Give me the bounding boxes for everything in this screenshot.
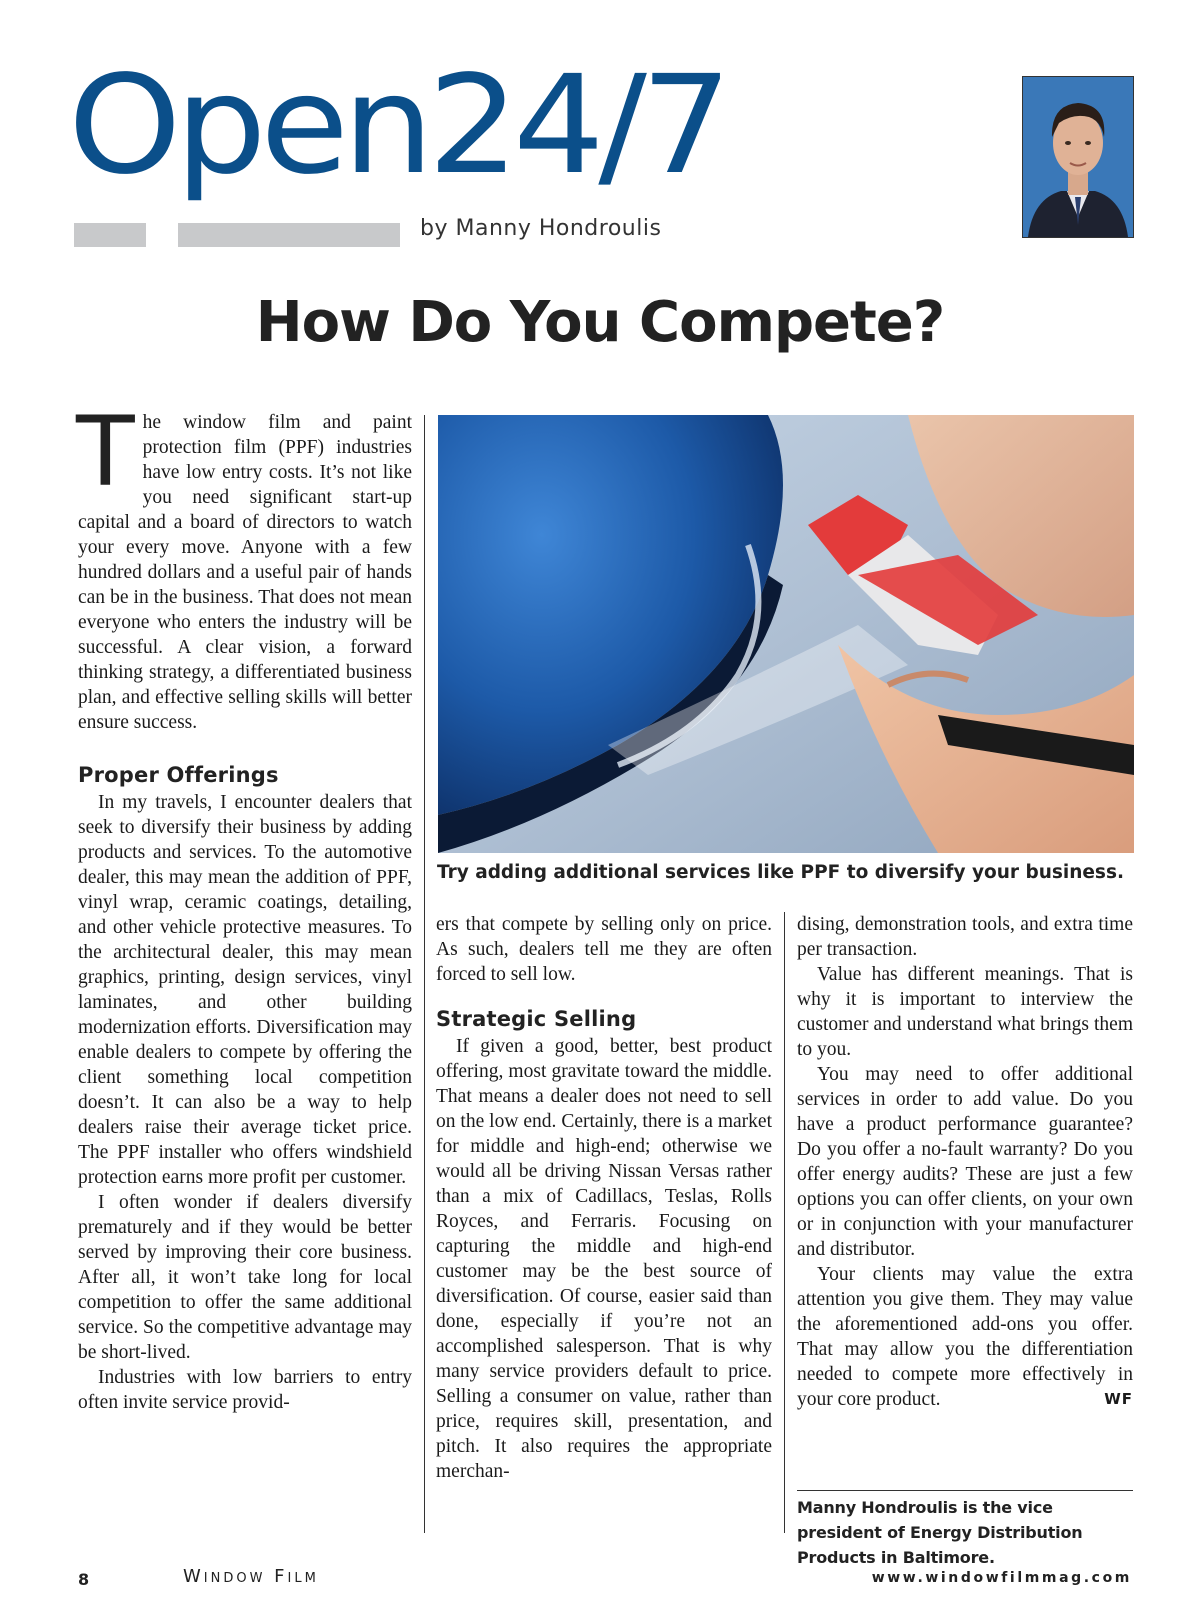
column-divider: [784, 912, 785, 1533]
body-paragraph: If given a good, better, best product offering, most gravitate toward the middle. That means a dealer does not need to sell on the low end. Certainly, there is a market for middle and high-end; otherwise we would all be driving Nissan Versas rather than a mix of Cadillacs, Teslas, Rolls Royces, and Ferraris. Focusing on capturing the middle and high-end customer may be the best source of diversification. Of course, easier said than done, especially if you’re not an accomplished salesperson. That is why many service providers default to price. Selling a consumer on value, rather than price, requires skill, presentation, and pitch. It also requires the appropriate merchan-: [436, 1036, 772, 1482]
body-paragraph: Industries with low barriers to entry often invite service provid-: [78, 1367, 412, 1413]
drop-cap: T: [76, 396, 135, 508]
author-headshot: [1022, 76, 1134, 238]
author-bio: Manny Hondroulis is the vice president of Energy Distribution Products in Baltimore.: [797, 1498, 1083, 1567]
byline: by Manny Hondroulis: [420, 216, 662, 241]
body-paragraph-continued: ers that compete by selling only on price. As such, dealers tell me they are often forced to sell low.: [436, 914, 772, 985]
body-paragraph: I often wonder if dealers diversify prematurely and if they would be better served by improving their core business. After all, it won’t take long for local competition to offer the same additional service. So the competitive advantage may be short-lived.: [78, 1192, 412, 1363]
ppf-installation-photo: [438, 415, 1134, 853]
end-mark: WF: [1104, 1390, 1133, 1408]
page-number: 8: [78, 1570, 90, 1589]
logo-bar-right: [178, 223, 400, 247]
photo-image: [438, 415, 1134, 853]
photo-caption: Try adding additional services like PPF to diversify your business.: [437, 862, 1124, 883]
column-logo: Open24/7: [68, 47, 726, 205]
intro-paragraph: The window film and paint protection film (PPF) industries have low entry costs. It’s not like you need significant start-up capital and a board of directors to watch your every move. Anyone with a few hundred dollars and a useful pair of hands can be in the business. That does not mean everyone who enters the industry will be successful. A clear vision, a forward thinking strategy, a differentiated business plan, and effective selling skills will better ensure success.: [76, 396, 412, 733]
section-heading-proper-offerings: Proper Offerings: [78, 763, 279, 787]
column-3: [797, 912, 1133, 1412]
column-1: [76, 396, 412, 1415]
bio-divider: [797, 1490, 1133, 1491]
body-paragraph-continued: dising, demonstration tools, and extra time per transaction.: [797, 914, 1133, 960]
column-divider: [424, 415, 425, 1533]
body-paragraph: Value has different meanings. That is why it is important to interview the customer and understand what brings them to you.: [797, 964, 1133, 1060]
body-paragraph: In my travels, I encounter dealers that seek to diversify their business by adding products and services. To the automotive dealer, this may mean the addition of PPF, vinyl wrap, ceramic coatings, detailing, and other vehicle protective measures. To the architectural dealer, this may mean graphics, printing, design services, vinyl laminates, and other building modernization efforts. Diversification may enable dealers to compete by offering the client something local competition doesn’t. It can also be a way to help dealers raise their average ticket price. The PPF installer who offers windshield protection earns more profit per customer.: [78, 792, 412, 1188]
magazine-name: Window Film: [183, 1566, 319, 1587]
column-2: [436, 912, 772, 1484]
logo-bar-left: [74, 223, 146, 247]
body-paragraph: You may need to offer additional services in order to add value. Do you have a product performance guarantee? Do you offer a no-fault warranty? Do you offer energy audits? These are just a few options you can offer clients, on your own or in conjunction with your manufacturer and distributor.: [797, 1064, 1133, 1260]
magazine-url: www.windowfilmmag.com: [871, 1570, 1132, 1586]
body-paragraph: Your clients may value the extra attention you give them. They may value the aforementioned add-ons you offer. That may allow you the differentiation needed to compete more effectively in your core product. WF: [797, 1264, 1133, 1410]
section-heading-strategic-selling: Strategic Selling: [436, 1007, 637, 1031]
headshot-image: [1023, 77, 1133, 237]
article-title: How Do You Compete?: [255, 290, 945, 355]
